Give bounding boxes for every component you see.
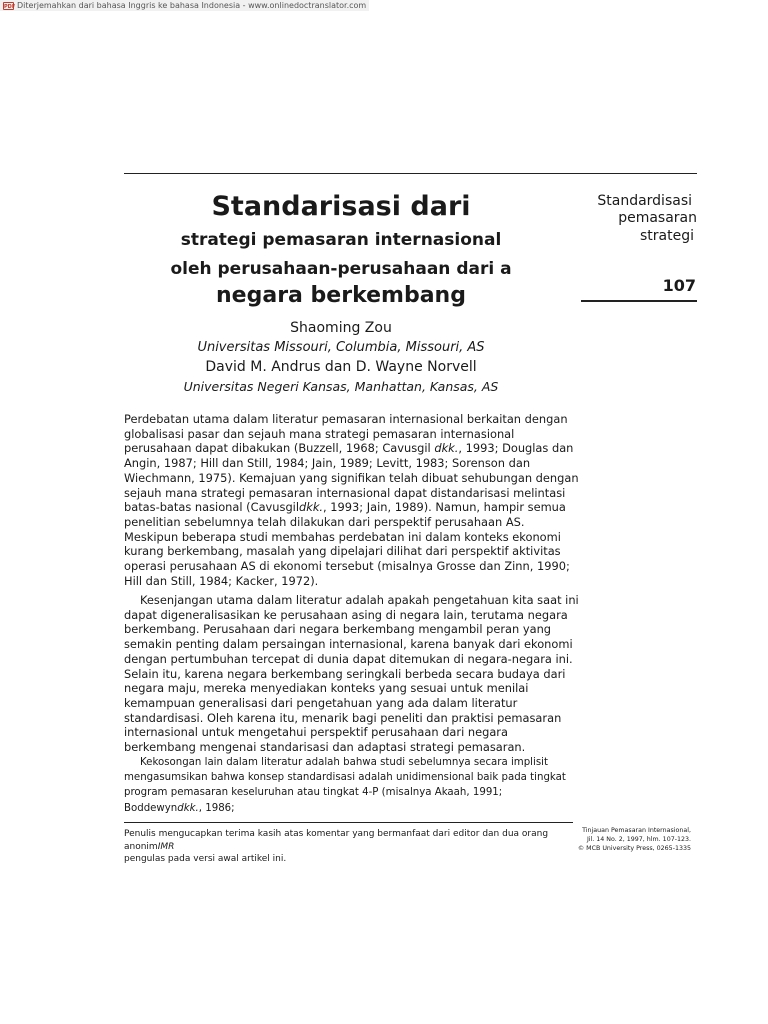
- header-rule: [124, 173, 697, 174]
- journal-line-1: Tinjauan Pemasaran Internasional,: [582, 827, 691, 834]
- author-1-name: Shaoming Zou: [290, 320, 392, 336]
- footnote-rule: [124, 822, 573, 823]
- banner-text: Diterjemahkan dari bahasa Inggris ke bahasa Indonesia - www.onlinedoctranslator.com: [17, 1, 367, 10]
- p1-italic-2: dkk.: [299, 500, 324, 515]
- sidebar-line-2: pemasaran: [618, 210, 697, 226]
- p3-text-b: , 1986;: [198, 802, 235, 814]
- footnote-text-b: pengulas pada versi awal artikel ini.: [124, 854, 287, 864]
- p3-text-a: Kekosongan lain dalam literatur adalah bahwa studi sebelumnya secara implisit mengasumsikan bahwa konsep standardisasi adalah unidimensional baik pada tingkat program pemasaran keseluruhan atau tingkat 4-P (misalnya Akaah, 1991; Boddewyn: [124, 757, 566, 814]
- author-2-affiliation: Universitas Negeri Kansas, Manhattan, Kansas, AS: [183, 379, 499, 394]
- footnote-text-a: Penulis mengucapkan terima kasih atas komentar yang bermanfaat dari editor dan dua orang anonim: [124, 829, 549, 852]
- p1-text-a: Perdebatan utama dalam literatur pemasaran internasional berkaitan dengan globalisasi pasar dan sejauh mana strategi pemasaran internasional perusahaan dapat dibakukan (Buzzell, 1968; Cavusgil: [124, 412, 568, 456]
- title-line-4: negara berkembang: [216, 283, 466, 308]
- p3-italic: dkk.: [177, 802, 199, 814]
- translator-banner[interactable]: [0, 0, 369, 11]
- page-number: 107: [662, 276, 696, 295]
- sidebar-line-3: strategi: [640, 228, 694, 244]
- journal-line-3: © MCB University Press, 0265-1335: [577, 845, 691, 852]
- journal-citation: [578, 826, 691, 853]
- body-paragraph-1: [124, 412, 580, 588]
- p1-italic-1: dkk.: [434, 441, 459, 456]
- sidebar-rule: [581, 300, 697, 302]
- title-line-2: strategi pemasaran internasional: [180, 230, 502, 250]
- author-2-name: David M. Andrus dan D. Wayne Norvell: [205, 359, 477, 375]
- p1-text-b: , 1993; Douglas dan Angin, 1987; Hill dan Still, 1984; Jain, 1989; Levitt, 1983; Sorenson dan Wiechmann, 1975). Kemajuan yang signifikan telah dibuat sehubungan dengan sejauh mana strategi pemasaran internasional dapat distandarisasi melintasi batas-batas nasional (Cavusgil: [124, 441, 579, 515]
- footnote-italic: IMR: [157, 841, 175, 852]
- title-line-3: oleh perusahaan-perusahaan dari a: [170, 259, 512, 279]
- author-1-affiliation: Universitas Missouri, Columbia, Missouri, AS: [197, 340, 485, 355]
- p1-text-c: , 1993; Jain, 1989). Namun, hampir semua penelitian sebelumnya telah dilakukan dari perspektif perusahaan AS. Meskipun beberapa studi membahas perdebatan ini dalam konteks ekonomi kurang berkembang, masalah yang dipelajari dilihat dari perspektif aktivitas operasi perusahaan AS di ekonomi tersebut (misalnya Grosse dan Zinn, 1990; Hill dan Still, 1984; Kacker, 1972).: [124, 500, 570, 588]
- body-paragraph-2: Kesenjangan utama dalam literatur adalah apakah pengetahuan kita saat ini dapat digeneralisasikan ke perusahaan asing di negara lain, terutama negara berkembang. Perusahaan dari negara berkembang mengambil peran yang semakin penting dalam persaingan internasional, karena banyak dari ekonomi dengan pertumbuhan tercepat di dunia dapat ditemukan di negara-negara ini. Selain itu, karena negara berkembang seringkali berbeda secara budaya dari negara maju, mereka menyediakan konteks yang sesuai untuk menilai kemampuan generalisasi dari pengetahuan yang ada dalam literatur standardisasi. Oleh karena itu, menarik bagi peneliti dan praktisi pemasaran internasional untuk mengetahui perspektif perusahaan dari negara berkembang mengenai standarisasi dan adaptasi strategi pemasaran.: [124, 593, 579, 755]
- journal-line-2: Jil. 14 No. 2, 1997, hlm. 107-123.: [586, 836, 691, 843]
- title-line-1: Standarisasi dari: [211, 191, 471, 222]
- sidebar-line-1: Standardisasi: [597, 193, 692, 209]
- acknowledgement-footnote: [124, 828, 579, 866]
- body-paragraph-3: [124, 755, 580, 816]
- pdf-translator-icon: PDF: [4, 3, 16, 10]
